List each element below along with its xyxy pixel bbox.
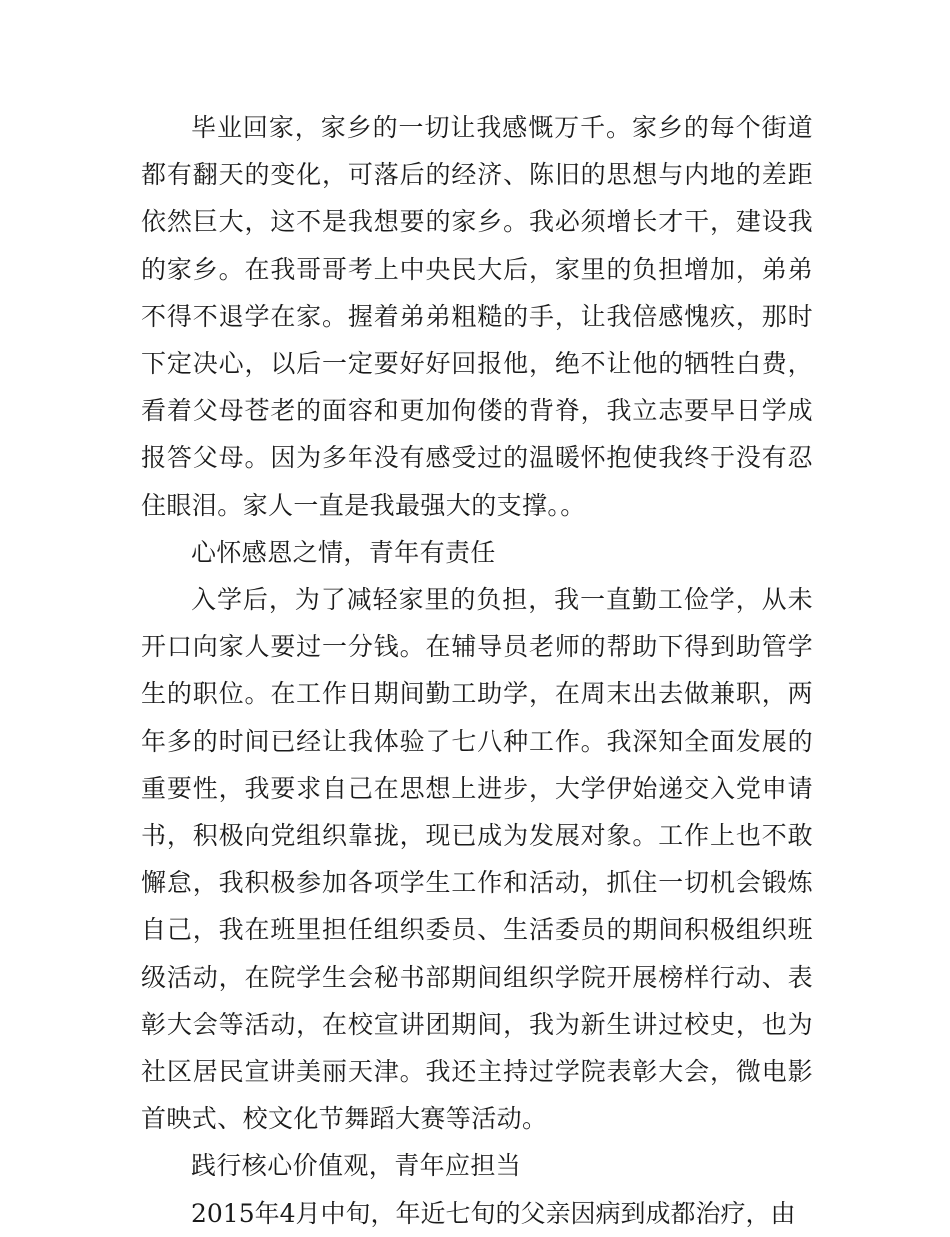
section-heading-gratitude: 心怀感恩之情，青年有责任 — [191, 537, 496, 567]
paragraph-homecoming: 毕业回家，家乡的一切让我感慨万千。家乡的每个街道都有翻天的变化，可落后的经济、陈旧的思想与内地的差距依然巨大，这不是我想要的家乡。我必须增长才干，建设我的家乡。在我哥哥考上中央民大后，家里的负担增加，弟弟不得不退学在家。握着弟弟粗糙的手，让我倍感愧疚，那时下定决心，以后一定要好好回报他，绝不让他的牺牲白费，看着父母苍老的面容和更加佝偻的背脊，我立志要早日学成报答父母。因为多年没有感受过的温暖怀抱使我终于没有忍住眼泪。家人一直是我最强大的支撑。。 — [141, 113, 813, 520]
document-body — [141, 104, 813, 1237]
section-heading-core-values: 践行核心价值观，青年应担当 — [191, 1151, 522, 1181]
paragraph-work-study: 入学后，为了减轻家里的负担，我一直勤工俭学，从未开口向家人要过一分钱。在辅导员老师的帮助下得到助管学生的职位。在工作日期间勤工助学，在周末出去做兼职，两年多的时间已经让我体验了七八种工作。我深知全面发展的重要性，我要求自己在思想上进步，大学伊始递交入党申请书，积极向党组织靠拢，现已成为发展对象。工作上也不敢懈怠，我积极参加各项学生工作和活动，抓住一切机会锻炼自己，我在班里担任组织委员、生活委员的期间积极组织班级活动，在院学生会秘书部期间组织学院开展榜样行动、表彰大会等活动，在校宣讲团期间，我为新生讲过校史，也为社区居民宣讲美丽天津。我还主持过学院表彰大会，微电影首映式、校文化节舞蹈大赛等活动。 — [141, 585, 813, 1134]
paragraph-father-illness: 2015年4月中旬，年近七旬的父亲因病到成都治疗，由 — [191, 1198, 796, 1228]
